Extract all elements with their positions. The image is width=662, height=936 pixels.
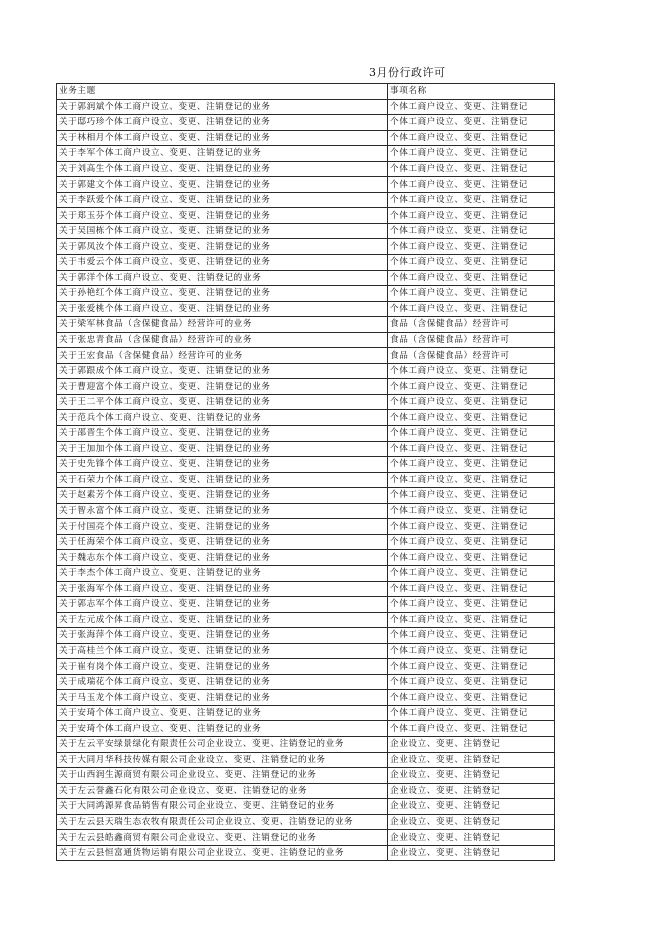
business-topic-cell: 关于郭志军个体工商户设立、变更、注销登记的业务 (57, 597, 388, 613)
table-row (57, 317, 555, 333)
table-row (57, 146, 555, 162)
table-row (57, 674, 555, 690)
table-row (57, 830, 555, 846)
business-topic-cell: 关于赵素芳个体工商户设立、变更、注销登记的业务 (57, 488, 388, 504)
item-name-cell: 个体工商户设立、变更、注销登记 (388, 410, 555, 426)
item-name-cell: 个体工商户设立、变更、注销登记 (388, 99, 555, 115)
item-name-cell: 个体工商户设立、变更、注销登记 (388, 581, 555, 597)
item-name-cell: 个体工商户设立、变更、注销登记 (388, 223, 555, 239)
table-row (57, 286, 555, 302)
item-name-cell: 个体工商户设立、变更、注销登记 (388, 565, 555, 581)
table-row (57, 612, 555, 628)
table-row (57, 441, 555, 457)
business-topic-cell: 关于高桂兰个体工商户设立、变更、注销登记的业务 (57, 643, 388, 659)
business-topic-cell: 关于左云平安绿景绿化有限责任公司企业设立、变更、注销登记的业务 (57, 736, 388, 752)
table-row (57, 270, 555, 286)
table-row (57, 332, 555, 348)
business-topic-cell: 关于郭跟成个体工商户设立、变更、注销登记的业务 (57, 363, 388, 379)
item-name-cell: 个体工商户设立、变更、注销登记 (388, 301, 555, 317)
table-row (57, 768, 555, 784)
table-row (57, 503, 555, 519)
table-row (57, 348, 555, 364)
business-topic-cell: 关于张爱桃个体工商户设立、变更、注销登记的业务 (57, 301, 388, 317)
table-row (57, 410, 555, 426)
item-name-cell: 企业设立、变更、注销登记 (388, 783, 555, 799)
table-row (57, 597, 555, 613)
business-topic-cell: 关于左元成个体工商户设立、变更、注销登记的业务 (57, 612, 388, 628)
business-topic-cell: 关于郭洋个体工商户设立、变更、注销登记的业务 (57, 270, 388, 286)
item-name-cell: 个体工商户设立、变更、注销登记 (388, 146, 555, 162)
item-name-cell: 个体工商户设立、变更、注销登记 (388, 255, 555, 271)
business-topic-cell: 关于左云县皓鑫商贸有限公司企业设立、变更、注销登记的业务 (57, 830, 388, 846)
business-topic-cell: 关于郭建文个体工商户设立、变更、注销登记的业务 (57, 177, 388, 193)
permit-table-body (57, 84, 555, 861)
business-topic-cell: 关于李杰个体工商户设立、变更、注销登记的业务 (57, 565, 388, 581)
business-topic-cell: 关于张海萍个体工商户设立、变更、注销登记的业务 (57, 628, 388, 644)
item-name-cell: 个体工商户设立、变更、注销登记 (388, 426, 555, 442)
business-topic-cell: 关于山西润生源商贸有限公司企业设立、变更、注销登记的业务 (57, 768, 388, 784)
item-name-cell: 食品（含保健食品）经营许可 (388, 348, 555, 364)
business-topic-cell: 关于李军个体工商户设立、变更、注销登记的业务 (57, 146, 388, 162)
business-topic-cell: 关于王加加个体工商户设立、变更、注销登记的业务 (57, 441, 388, 457)
item-name-cell: 个体工商户设立、变更、注销登记 (388, 674, 555, 690)
business-topic-cell: 关于李跃爱个体工商户设立、变更、注销登记的业务 (57, 192, 388, 208)
item-name-cell: 个体工商户设立、变更、注销登记 (388, 659, 555, 675)
business-topic-cell: 关于付国亮个体工商户设立、变更、注销登记的业务 (57, 519, 388, 535)
item-name-cell: 个体工商户设立、变更、注销登记 (388, 208, 555, 224)
table-row (57, 488, 555, 504)
business-topic-cell: 关于刘高生个体工商户设立、变更、注销登记的业务 (57, 161, 388, 177)
business-topic-cell: 关于大同鸿源昇食品销售有限公司企业设立、变更、注销登记的业务 (57, 799, 388, 815)
table-row (57, 845, 555, 861)
table-row (57, 736, 555, 752)
table-row (57, 690, 555, 706)
table-row (57, 814, 555, 830)
item-name-cell: 企业设立、变更、注销登记 (388, 830, 555, 846)
business-topic-cell: 关于安琦个体工商户设立、变更、注销登记的业务 (57, 721, 388, 737)
business-topic-cell: 关于智永富个体工商户设立、变更、注销登记的业务 (57, 503, 388, 519)
item-name-cell: 个体工商户设立、变更、注销登记 (388, 177, 555, 193)
item-name-cell: 个体工商户设立、变更、注销登记 (388, 379, 555, 395)
business-topic-cell: 关于张海军个体工商户设立、变更、注销登记的业务 (57, 581, 388, 597)
business-topic-cell: 关于吴国栋个体工商户设立、变更、注销登记的业务 (57, 223, 388, 239)
table-row (57, 177, 555, 193)
business-topic-cell: 关于史先锋个体工商户设立、变更、注销登记的业务 (57, 457, 388, 473)
table-row (57, 426, 555, 442)
item-name-cell: 个体工商户设立、变更、注销登记 (388, 441, 555, 457)
business-topic-cell: 关于石荣力个体工商户设立、变更、注销登记的业务 (57, 472, 388, 488)
business-topic-cell: 关于成瑞花个体工商户设立、变更、注销登记的业务 (57, 674, 388, 690)
business-topic-cell: 关于王宏食品（含保健食品）经营许可的业务 (57, 348, 388, 364)
item-name-cell: 个体工商户设立、变更、注销登记 (388, 705, 555, 721)
table-row (57, 643, 555, 659)
item-name-cell: 个体工商户设立、变更、注销登记 (388, 503, 555, 519)
table-row (57, 519, 555, 535)
sheet-title: 3月份行政许可 (369, 66, 446, 79)
business-topic-cell: 关于林相月个体工商户设立、变更、注销登记的业务 (57, 130, 388, 146)
table-row (57, 752, 555, 768)
table-row (57, 628, 555, 644)
table-row (57, 161, 555, 177)
business-topic-cell: 关于魏志东个体工商户设立、变更、注销登记的业务 (57, 550, 388, 566)
business-topic-cell: 关于崔有岗个体工商户设立、变更、注销登记的业务 (57, 659, 388, 675)
permit-table (56, 83, 555, 861)
business-topic-cell: 关于曹迎富个体工商户设立、变更、注销登记的业务 (57, 379, 388, 395)
item-name-cell: 个体工商户设立、变更、注销登记 (388, 550, 555, 566)
table-row (57, 363, 555, 379)
item-name-cell: 企业设立、变更、注销登记 (388, 845, 555, 861)
business-topic-cell: 关于邸巧珍个体工商户设立、变更、注销登记的业务 (57, 115, 388, 131)
item-name-cell: 个体工商户设立、变更、注销登记 (388, 130, 555, 146)
business-topic-cell: 关于安琦个体工商户设立、变更、注销登记的业务 (57, 705, 388, 721)
table-row (57, 239, 555, 255)
business-topic-cell: 关于任海荣个体工商户设立、变更、注销登记的业务 (57, 534, 388, 550)
table-row (57, 130, 555, 146)
table-row (57, 99, 555, 115)
table-row (57, 534, 555, 550)
item-name-cell: 个体工商户设立、变更、注销登记 (388, 612, 555, 628)
item-name-cell: 个体工商户设立、变更、注销登记 (388, 721, 555, 737)
table-row (57, 659, 555, 675)
business-topic-cell: 关于郑玉芬个体工商户设立、变更、注销登记的业务 (57, 208, 388, 224)
item-name-cell: 企业设立、变更、注销登记 (388, 736, 555, 752)
business-topic-cell: 关于郭润斌个体工商户设立、变更、注销登记的业务 (57, 99, 388, 115)
business-topic-cell: 关于左云县天瑞生态农牧有限责任公司企业设立、变更、注销登记的业务 (57, 814, 388, 830)
item-name-cell: 企业设立、变更、注销登记 (388, 752, 555, 768)
item-name-cell: 食品（含保健食品）经营许可 (388, 332, 555, 348)
table-header-row (57, 84, 555, 100)
item-name-cell: 个体工商户设立、变更、注销登记 (388, 597, 555, 613)
item-name-cell: 个体工商户设立、变更、注销登记 (388, 534, 555, 550)
table-row (57, 799, 555, 815)
table-row (57, 472, 555, 488)
table-row (57, 379, 555, 395)
item-name-cell: 个体工商户设立、变更、注销登记 (388, 115, 555, 131)
table-row (57, 208, 555, 224)
header-business-topic: 业务主题 (57, 84, 388, 100)
item-name-cell: 个体工商户设立、变更、注销登记 (388, 457, 555, 473)
item-name-cell: 个体工商户设立、变更、注销登记 (388, 690, 555, 706)
table-row (57, 705, 555, 721)
table-row (57, 550, 555, 566)
item-name-cell: 个体工商户设立、变更、注销登记 (388, 472, 555, 488)
item-name-cell: 个体工商户设立、变更、注销登记 (388, 394, 555, 410)
business-topic-cell: 关于梁军林食品（含保健食品）经营许可的业务 (57, 317, 388, 333)
table-row (57, 255, 555, 271)
business-topic-cell: 关于马玉龙个体工商户设立、变更、注销登记的业务 (57, 690, 388, 706)
table-row (57, 192, 555, 208)
table-row (57, 457, 555, 473)
item-name-cell: 个体工商户设立、变更、注销登记 (388, 643, 555, 659)
item-name-cell: 食品（含保健食品）经营许可 (388, 317, 555, 333)
business-topic-cell: 关于邵晋生个体工商户设立、变更、注销登记的业务 (57, 426, 388, 442)
item-name-cell: 个体工商户设立、变更、注销登记 (388, 161, 555, 177)
item-name-cell: 个体工商户设立、变更、注销登记 (388, 519, 555, 535)
business-topic-cell: 关于大同月华科技传媒有限公司企业设立、变更、注销登记的业务 (57, 752, 388, 768)
item-name-cell: 企业设立、变更、注销登记 (388, 814, 555, 830)
item-name-cell: 个体工商户设立、变更、注销登记 (388, 192, 555, 208)
table-row (57, 783, 555, 799)
business-topic-cell: 关于左云誉鑫石化有限公司企业设立、变更、注销登记的业务 (57, 783, 388, 799)
business-topic-cell: 关于范兵个体工商户设立、变更、注销登记的业务 (57, 410, 388, 426)
business-topic-cell: 关于孙艳红个体工商户设立、变更、注销登记的业务 (57, 286, 388, 302)
business-topic-cell: 关于郭凤汝个体工商户设立、变更、注销登记的业务 (57, 239, 388, 255)
item-name-cell: 个体工商户设立、变更、注销登记 (388, 363, 555, 379)
business-topic-cell: 关于张忠青食品（含保健食品）经营许可的业务 (57, 332, 388, 348)
table-row (57, 115, 555, 131)
item-name-cell: 个体工商户设立、变更、注销登记 (388, 270, 555, 286)
business-topic-cell: 关于王二平个体工商户设立、变更、注销登记的业务 (57, 394, 388, 410)
table-row (57, 394, 555, 410)
table-row (57, 301, 555, 317)
item-name-cell: 企业设立、变更、注销登记 (388, 799, 555, 815)
item-name-cell: 个体工商户设立、变更、注销登记 (388, 628, 555, 644)
header-item-name: 事项名称 (388, 84, 555, 100)
item-name-cell: 个体工商户设立、变更、注销登记 (388, 286, 555, 302)
item-name-cell: 个体工商户设立、变更、注销登记 (388, 239, 555, 255)
table-row (57, 721, 555, 737)
business-topic-cell: 关于左云县恒富通货物运销有限公司企业设立、变更、注销登记的业务 (57, 845, 388, 861)
table-row (57, 581, 555, 597)
table-row (57, 565, 555, 581)
table-row (57, 223, 555, 239)
business-topic-cell: 关于韦爱云个体工商户设立、变更、注销登记的业务 (57, 255, 388, 271)
item-name-cell: 个体工商户设立、变更、注销登记 (388, 488, 555, 504)
item-name-cell: 企业设立、变更、注销登记 (388, 768, 555, 784)
